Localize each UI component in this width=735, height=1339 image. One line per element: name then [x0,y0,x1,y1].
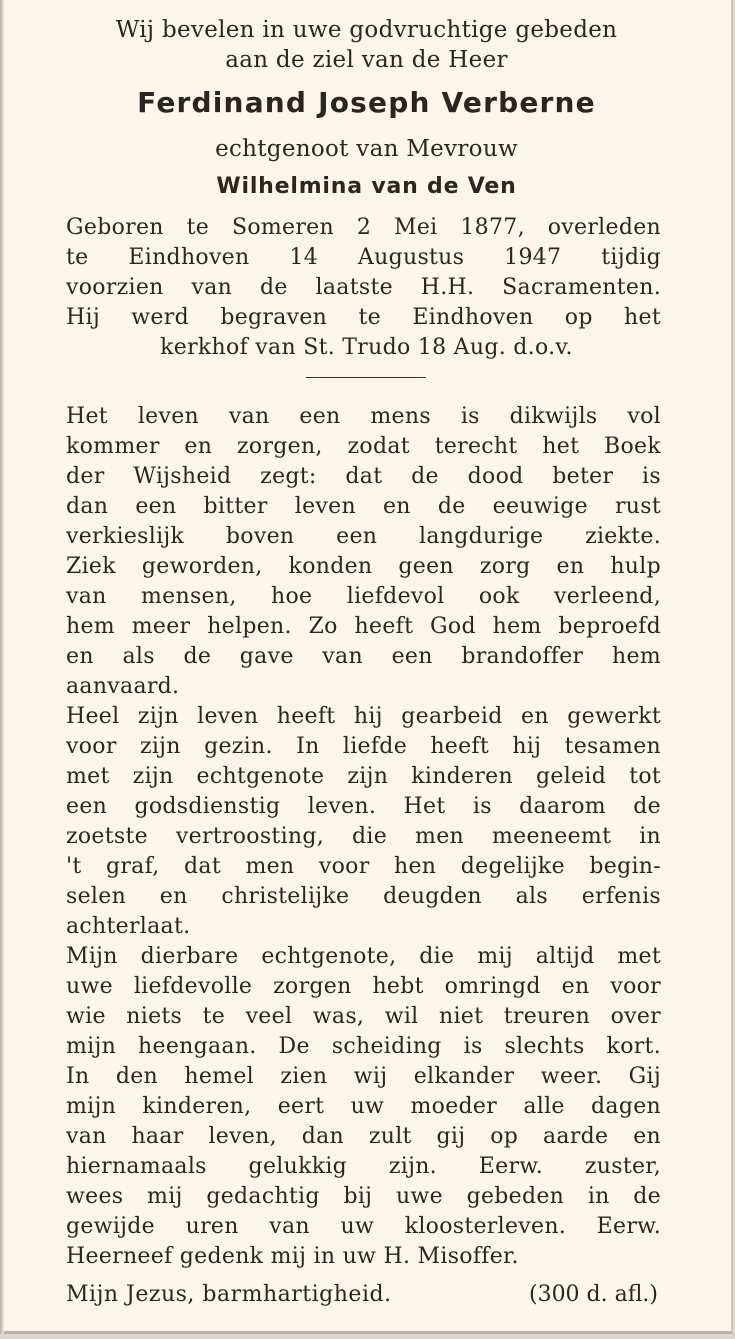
body-line: Heel zijn leven heeft hij gearbeid en gewerkt [66,704,661,729]
closing-prayer: Mijn Jezus, barmhartigheid. [66,1282,392,1307]
body-line: 't graf, dat men voor hen degelijke begin- [66,854,661,879]
body-line: van mensen, hoe liefdevol ook verleend, [66,584,661,609]
deceased-name: Ferdinand Joseph Verberne [137,86,596,119]
body-line: gewijde uren van uw kloosterleven. Eerw. [66,1214,661,1239]
body-line: met zijn echtgenote zijn kinderen geleid tot [66,764,661,789]
body-line: dan een bitter leven en de eeuwige rust [66,494,661,519]
body-line: Het leven van een mens is dikwijls vol [66,404,661,429]
header-line-1: Wij bevelen in uwe godvruchtige gebeden [115,17,618,43]
body-line: selen en christelijke deugden als erfenis [66,884,661,909]
body-line: mijn heengaan. De scheiding is slechts kort. [66,1034,661,1059]
body-line: uwe liefdevolle zorgen hebt omringd en voor [66,974,661,999]
body-line: In den hemel zien wij elkander weer. Gij [66,1064,661,1089]
bio-line: te Eindhoven 14 Augustus 1947 tijdig [66,245,661,270]
body-line: aanvaard. [66,674,180,699]
bio-line: Hij werd begraven te Eindhoven op het [66,305,661,330]
header-line-2: aan de ziel van de Heer [225,47,508,73]
spouse-name: Wilhelmina van de Ven [216,174,517,199]
bio-line: Geboren te Someren 2 Mei 1877, overleden [66,215,661,240]
body-line: der Wijsheid zegt: dat de dood beter is [66,464,661,489]
bio-line: kerkhof van St. Trudo 18 Aug. d.o.v. [160,335,573,360]
body-line: voor zijn gezin. In liefde heeft hij tesamen [66,734,661,759]
body-line: achterlaat. [66,914,191,939]
body-line: een godsdienstig leven. Het is daarom de [66,794,661,819]
body-line: hem meer helpen. Zo heeft God hem beproefd [66,614,661,639]
body-line: mijn kinderen, eert uw moeder alle dagen [66,1094,661,1119]
body-line: verkieslijk boven een langdurige ziekte. [66,524,661,549]
body-line: Mijn dierbare echtgenote, die mij altijd met [66,944,661,969]
spouse-intro: echtgenoot van Mevrouw [215,136,518,162]
body-line: Heerneef gedenk mij in uw H. Misoffer. [66,1244,519,1269]
body-line: wie niets te veel was, wil niet treuren over [66,1004,661,1029]
bio-line: voorzien van de laatste H.H. Sacramenten. [66,275,661,300]
body-line: zoetste vertroosting, die men meeneemt in [66,824,661,849]
body-line: Ziek geworden, konden geen zorg en hulp [66,554,661,579]
body-line: hiernamaals gelukkig zijn. Eerw. zuster, [66,1154,661,1179]
body-line: kommer en zorgen, zodat terecht het Boek [66,434,661,459]
indulgence-note: (300 d. afl.) [528,1282,658,1307]
body-line: en als de gave van een brandoffer hem [66,644,661,669]
body-line: van haar leven, dan zult gij op aarde en [66,1124,661,1149]
body-line: wees mij gedachtig bij uwe gebeden in de [66,1184,661,1209]
section-divider [306,377,426,378]
